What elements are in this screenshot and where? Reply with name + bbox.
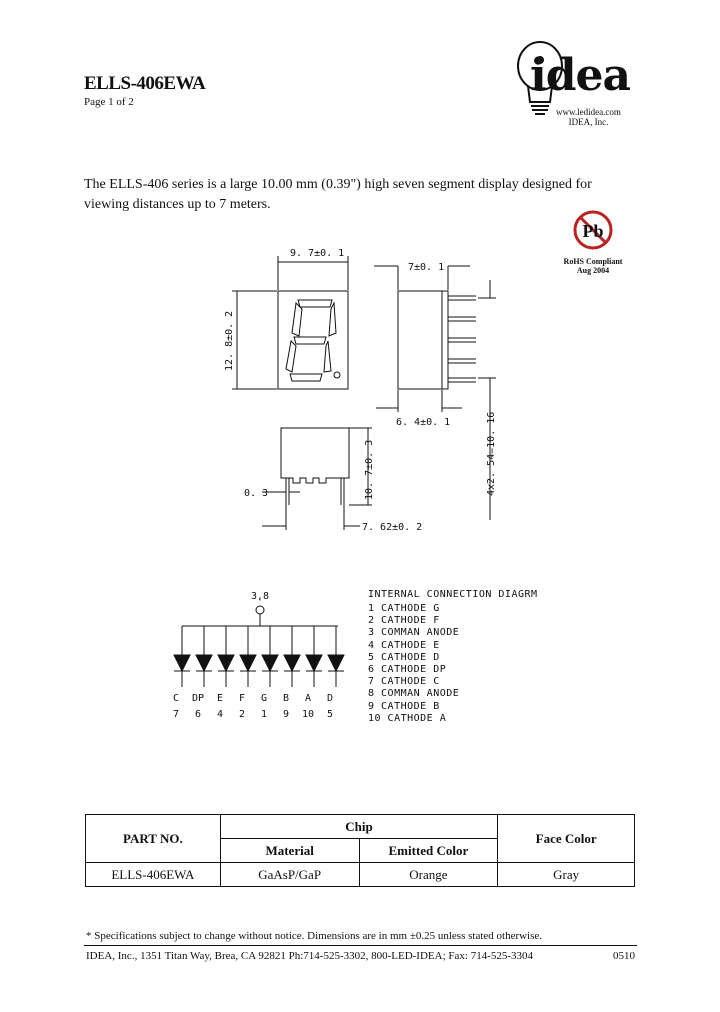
dim-side-depth: 6. 4±0. 1: [396, 417, 451, 428]
face-color-cell: Gray: [498, 863, 635, 887]
footnote: * Specifications subject to change without notice. Dimensions are in mm ±0.25 unless stated otherwise.: [86, 930, 543, 942]
connection-item: 5 CATHODE D: [368, 651, 440, 663]
connection-item: 1 CATHODE G: [368, 603, 440, 614]
chip-header: Chip: [220, 815, 498, 839]
connection-list: [368, 603, 459, 725]
spec-table: [85, 814, 635, 887]
pin-label-3: 2: [238, 709, 246, 720]
pb-symbol: Pb: [582, 221, 604, 241]
description-line-1: The ELLS-406 series is a large 10.00 mm (0.39") high seven segment display designed for: [84, 177, 592, 192]
dim-side-width: 7±0. 1: [408, 262, 445, 273]
dim-pin-spacing: 7. 62±0. 2: [362, 522, 423, 533]
rohs-line-1: RoHS Compliant: [563, 257, 623, 266]
internal-schematic: [160, 585, 360, 725]
seg-label-3: F: [238, 693, 246, 704]
description-line-2: viewing distances up to 7 meters.: [84, 197, 271, 212]
seg-label-2: E: [216, 693, 224, 704]
brand-company: IDEA, Inc.: [568, 117, 609, 127]
connection-item: 4 CATHODE E: [368, 639, 440, 651]
dim-front-width: 9. 7±0. 1: [290, 248, 345, 259]
connection-item: 8 COMMAN ANODE: [368, 688, 460, 700]
footer-address: IDEA, Inc., 1351 Titan Way, Brea, CA 92821 Ph:714-525-3302, 800-LED-IDEA; Fax: 714-525-3304: [86, 950, 534, 962]
connection-title: INTERNAL CONNECTION DIAGRM: [368, 589, 538, 600]
pin-label-5: 9: [282, 709, 290, 720]
pin-label-0: 7: [172, 709, 180, 720]
bottom-view-body: [281, 428, 349, 483]
seg-label-5: B: [282, 693, 290, 704]
material-header: Material: [220, 839, 359, 863]
dim-bottom-height: 10. 7±0. 3: [364, 439, 375, 500]
connection-item: 6 CATHODE DP: [368, 664, 447, 676]
connection-item: 10 CATHODE A: [368, 712, 447, 724]
pin-label-1: 6: [194, 709, 202, 720]
pin-label-4: 1: [260, 709, 268, 720]
seven-segment-outline: [286, 300, 340, 381]
seg-label-0: C: [172, 693, 180, 704]
pin-label-7: 5: [326, 709, 334, 720]
connection-item: 7 CATHODE C: [368, 676, 440, 688]
brand-url: www.ledidea.com: [556, 107, 621, 117]
side-view-pins: [448, 296, 476, 382]
dim-pitch-total: 4x2. 54=10. 16: [486, 411, 497, 496]
connection-item: 3 COMMAN ANODE: [368, 627, 460, 639]
face-color-header: Face Color: [498, 815, 635, 863]
material-cell: GaAsP/GaP: [220, 863, 359, 887]
emitted-color-header: Emitted Color: [359, 839, 498, 863]
document-title: ELLS-406EWA: [84, 73, 206, 94]
common-pins-label: 3,8: [250, 591, 270, 602]
seg-label-4: G: [260, 693, 268, 704]
dim-pin-width: 0. 3: [244, 488, 269, 499]
seg-label-6: A: [304, 693, 312, 704]
dim-front-height: 12. 8±0. 2: [224, 310, 235, 371]
page-number: Page 1 of 2: [84, 96, 134, 108]
pin-label-2: 4: [216, 709, 224, 720]
seg-label-7: D: [326, 693, 334, 704]
connection-item: 9 CATHODE B: [368, 700, 440, 712]
pin-label-6: 10: [301, 709, 315, 720]
footer-divider: [84, 945, 637, 946]
part-no-header: PART NO.: [86, 815, 221, 863]
footer-code: 0510: [613, 950, 635, 962]
side-view-body: [398, 291, 442, 389]
rohs-line-2: Aug 2004: [576, 266, 610, 275]
part-no-cell: ELLS-406EWA: [86, 863, 221, 887]
logo-wordmark: idea: [530, 50, 630, 101]
connection-item: 2 CATHODE F: [368, 615, 440, 627]
seg-label-1: DP: [191, 693, 205, 704]
emitted-color-cell: Orange: [359, 863, 498, 887]
